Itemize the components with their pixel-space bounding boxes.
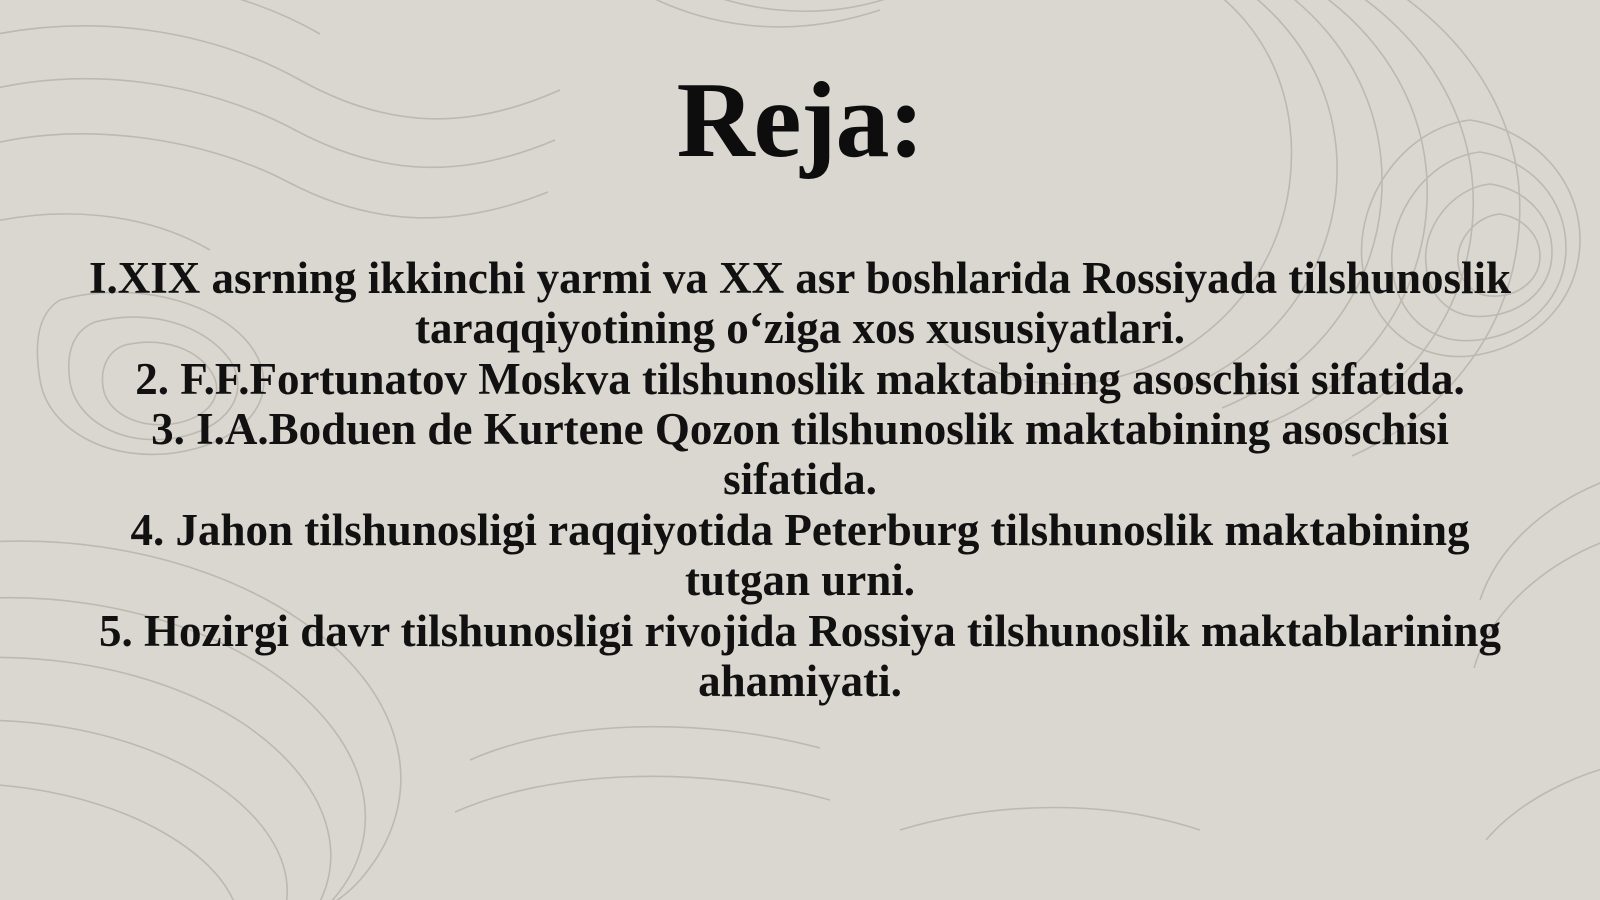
list-item: 3. I.A.Boduen de Kurtene Qozon tilshunoslik maktabining asoschisi sifatida. — [151, 403, 1449, 505]
list-item: 2. F.F.Fortunatov Moskva tilshunoslik maktabining asoschisi sifatida. — [135, 353, 1465, 404]
list-item: 4. Jahon tilshunosligi raqqiyotida Peterburg tilshunoslik maktabining tutgan urni. — [130, 504, 1470, 606]
agenda-list — [60, 253, 1540, 707]
list-item: I.XIX asrning ikkinchi yarmi va XX asr boshlarida Rossiyada tilshunoslik taraqqiyotining o‘ziga xos xususiyatlari. — [88, 252, 1512, 354]
list-item: 5. Hozirgi davr tilshunosligi rivojida Rossiya tilshunoslik maktablarining ahamiyati. — [99, 605, 1501, 706]
page-title: Reja: — [676, 61, 924, 180]
